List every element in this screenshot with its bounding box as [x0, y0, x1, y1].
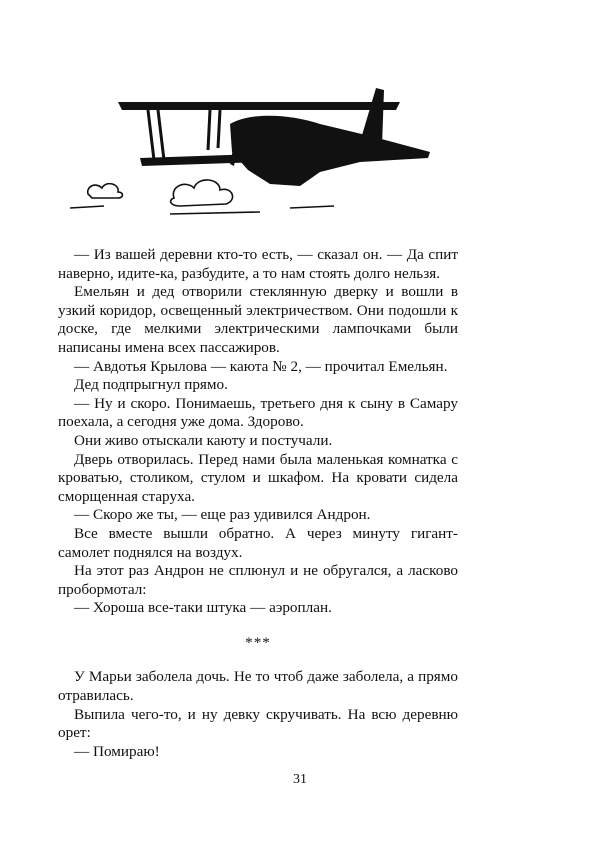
- paragraph: — Авдотья Крылова — каюта № 2, — прочитал Емельян.: [74, 357, 448, 375]
- paragraph: На этот раз Андрон не сплюнул и не обругался, а ласково пробормотал:: [58, 562, 458, 598]
- upper-wing: [118, 102, 400, 110]
- paragraph: Все вместе вышли обратно. А через минуту гигант-самолет поднялся на воздух.: [58, 524, 458, 561]
- paragraph: У Марьи заболела дочь. Не то чтоб даже заболела, а прямо отравилась.: [58, 668, 458, 705]
- paragraph: — Из вашей деревни кто-то есть, — сказал он. — Да спит наверно, идите-ка, разбудите, а то нам стоять долго нельзя.: [58, 246, 458, 282]
- section-separator: ***: [245, 633, 271, 651]
- paragraph: — Хороша все-таки штука — аэроплан.: [74, 599, 332, 617]
- paragraph: Дед подпрыгнул прямо.: [74, 376, 228, 394]
- paragraph: Они живо отыскали каюту и постучали.: [74, 431, 333, 449]
- fuselage: [230, 116, 430, 186]
- paragraph: — Ну и скоро. Понимаешь, третьего дня к сыну в Самару поехала, а сегодня уже дома. Здорово.: [58, 394, 458, 431]
- page-number: 31: [293, 772, 307, 787]
- paragraph: Выпила чего-то, и ну девку скручивать. На всю деревню орет:: [58, 705, 458, 742]
- paragraph: Емельян и дед отворили стеклянную дверку и вошли в узкий коридор, освещенный электричеством. Они подошли к доске, где мелкими электрическими лампочками были написаны имена всех пассажиров.: [58, 283, 458, 356]
- tail-fin: [360, 88, 384, 146]
- body-text: [58, 246, 458, 761]
- wing-struts: [148, 110, 220, 160]
- paragraph: — Помираю!: [74, 742, 160, 760]
- paragraph: — Скоро же ты, — еще раз удивился Андрон.: [74, 506, 371, 524]
- paragraph: Дверь отворилась. Перед нами была маленькая комнатка с кроватью, столиком, стулом и шкафом. На кровати сидела сморщенная старуха.: [58, 450, 458, 505]
- biplane-illustration: [70, 80, 430, 220]
